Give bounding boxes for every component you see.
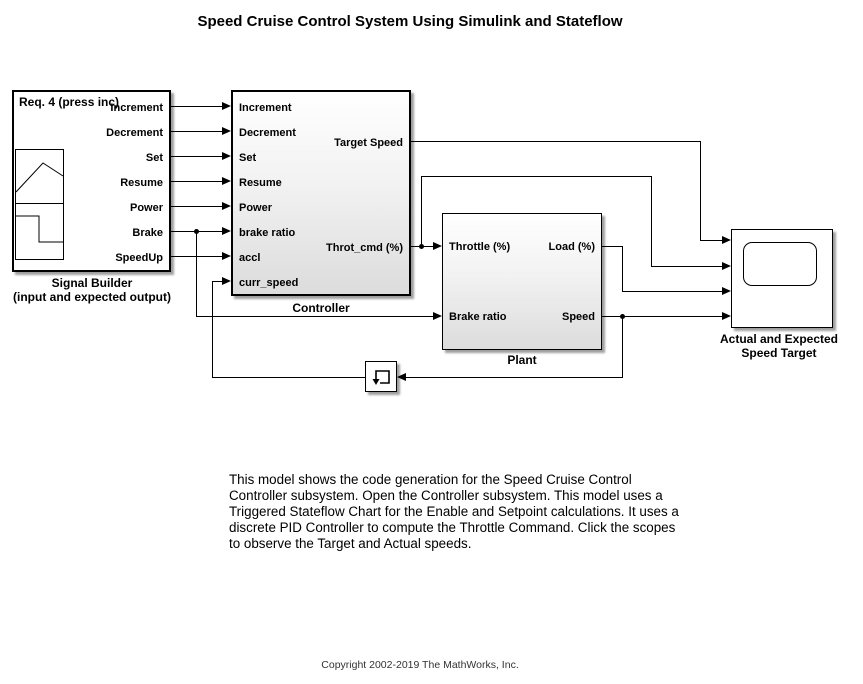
scope-screen: [743, 242, 817, 286]
wire-increment: [171, 106, 224, 107]
port-label: Load (%): [548, 241, 595, 253]
controller-block[interactable]: [231, 90, 411, 296]
port-label: accl: [239, 252, 261, 264]
wire-speedup: [171, 256, 224, 257]
port-label: Set: [145, 152, 163, 164]
scope-block[interactable]: [731, 229, 833, 328]
wire-load: [622, 246, 623, 291]
port-label: Brake ratio: [449, 311, 507, 323]
wire-arrowhead: [222, 177, 231, 185]
wire-brake-branch: [196, 316, 434, 317]
port-label: Decrement: [106, 127, 163, 139]
wire-curr-speed: [212, 281, 213, 377]
signal-builder-block[interactable]: [12, 90, 171, 272]
wire-decrement: [171, 131, 224, 132]
feedback-loop-icon: [368, 363, 394, 389]
port-label: Resume: [120, 177, 163, 189]
wire-set: [171, 156, 224, 157]
wire-load: [602, 246, 623, 247]
wire-arrowhead: [222, 227, 231, 235]
wire-throt-cmd-branch: [651, 266, 723, 267]
wire-arrowhead: [397, 373, 406, 381]
port-label: brake ratio: [239, 227, 296, 239]
port-label: Target Speed: [334, 137, 403, 149]
port-label: Resume: [239, 177, 282, 189]
wire-target-speed: [700, 240, 723, 241]
wire-speed-feedback: [405, 377, 623, 378]
wire-throt-cmd-branch: [651, 176, 652, 266]
wire-arrowhead: [222, 102, 231, 110]
wire-throt-cmd-branch: [421, 176, 652, 177]
port-label: Increment: [239, 102, 292, 114]
wire-target-speed: [411, 141, 701, 142]
wire-arrowhead: [222, 152, 231, 160]
wire-arrowhead: [722, 236, 731, 244]
port-label: Throttle (%): [449, 241, 511, 253]
wire-target-speed: [700, 141, 701, 240]
wire-arrowhead: [433, 242, 442, 250]
port-label: Power: [239, 202, 273, 214]
wire-arrowhead: [722, 312, 731, 320]
wire-arrowhead: [722, 287, 731, 295]
wire-load: [622, 291, 723, 292]
scope-caption: Actual and Expected Speed Target: [719, 332, 839, 360]
wire-speed-feedback: [622, 316, 623, 377]
signal-builder-annotation: Req. 4 (press inc): [19, 95, 120, 109]
model-description: This model shows the code generation for the Speed Cruise Control Controller subsystem. Open the Controller subsystem. This model uses a Triggered Stateflow Chart for the Enable and Setpoint calculations. It uses a discrete PID Controller to compute the Throttle Command. Click the scopes to observe the Target and Actual speeds.: [229, 472, 679, 551]
wire-resume: [171, 181, 224, 182]
wire-arrowhead: [222, 252, 231, 260]
port-label: Decrement: [239, 127, 296, 139]
port-label: Power: [129, 202, 163, 214]
wire-power: [171, 206, 224, 207]
wire-brake-branch: [196, 231, 197, 316]
plant-caption: Plant: [507, 353, 537, 367]
controller-caption: Controller: [292, 301, 350, 315]
plant-block[interactable]: [442, 213, 602, 350]
wire-throt-cmd-branch: [421, 176, 422, 246]
port-label: Set: [239, 152, 257, 164]
wire-arrowhead: [222, 202, 231, 210]
wire-arrowhead: [222, 127, 231, 135]
model-title: Speed Cruise Control System Using Simulink and Stateflow: [197, 13, 623, 30]
copyright-notice: Copyright 2002-2019 The MathWorks, Inc.: [321, 659, 519, 671]
port-label: Brake: [132, 227, 163, 239]
port-label: Speed: [561, 311, 595, 323]
wire-arrowhead: [433, 312, 442, 320]
wire-arrowhead: [222, 277, 231, 285]
port-label: Throt_cmd (%): [326, 242, 403, 254]
port-label: Increment: [110, 102, 163, 114]
signal-builder-waveform-icon: [15, 149, 65, 261]
port-label: curr_speed: [239, 277, 299, 289]
wire-curr-speed: [212, 377, 365, 378]
signal-builder-caption: Signal Builder (input and expected output): [13, 276, 171, 304]
port-label: SpeedUp: [115, 252, 163, 264]
delay-block[interactable]: [365, 361, 397, 392]
wire-arrowhead: [722, 262, 731, 270]
